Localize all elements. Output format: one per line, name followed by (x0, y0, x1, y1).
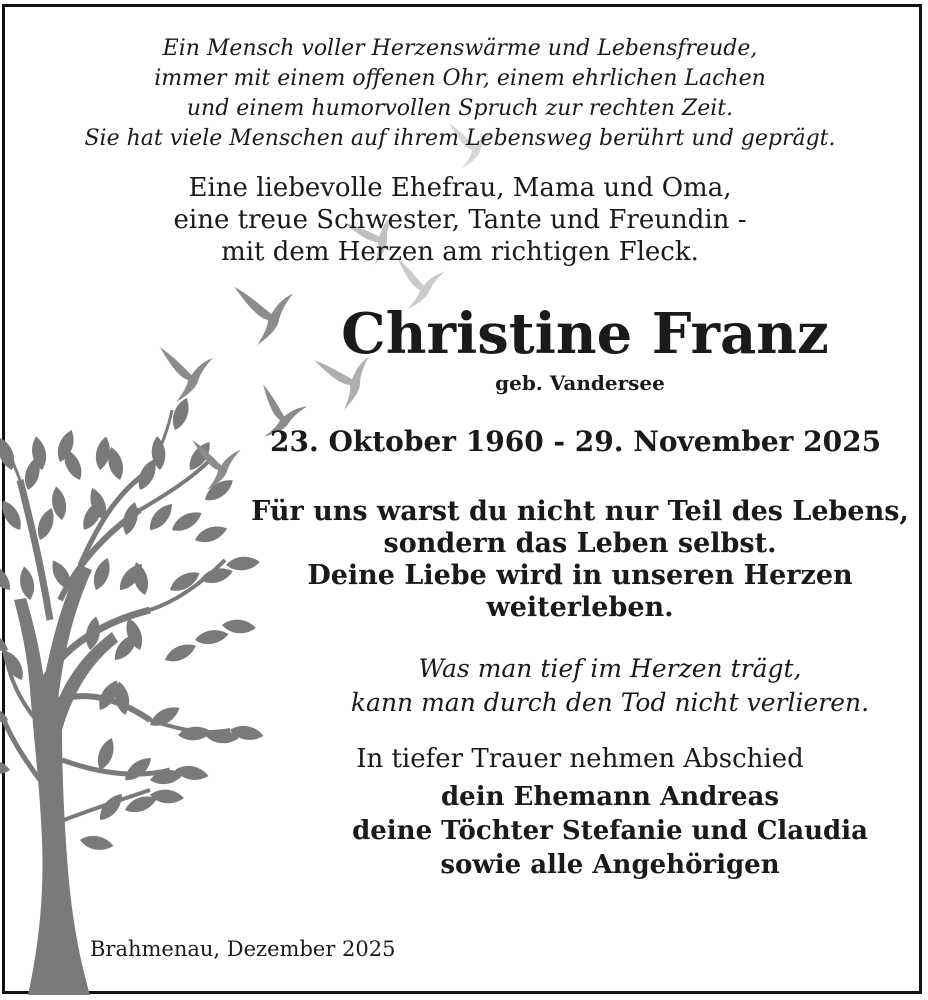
quote-line: Was man tief im Herzen trägt, (418, 654, 802, 683)
tribute-line: Für uns warst du nicht nur Teil des Lebens, (251, 496, 909, 527)
maiden-name: geb. Vandersee (495, 371, 665, 395)
mourning-intro: In tiefer Trauer nehmen Abschied (356, 744, 804, 774)
intro-line: immer mit einem offenen Ohr, einem ehrlichen Lachen (154, 66, 766, 91)
tribute-line: weiterleben. (486, 592, 674, 623)
tribute-line: Deine Liebe wird in unseren Herzen (307, 560, 853, 591)
mourners-list (320, 780, 900, 882)
quote-line: kann man durch den Tod nicht verlieren. (350, 688, 870, 717)
place-date: Brahmenau, Dezember 2025 (90, 937, 396, 961)
description-text (120, 172, 800, 268)
description-line: Eine liebevolle Ehefrau, Mama und Oma, (188, 173, 732, 203)
life-dates: 23. Oktober 1960 - 29. November 2025 (270, 425, 882, 458)
mourner-line: sowie alle Angehörigen (440, 850, 780, 880)
deceased-name: Christine Franz (341, 301, 829, 367)
tribute-line: sondern das Leben selbst. (383, 528, 777, 559)
mourner-line: dein Ehemann Andreas (440, 782, 779, 812)
description-line: eine treue Schwester, Tante und Freundin - (173, 205, 747, 235)
intro-line: und einem humorvollen Spruch zur rechten Zeit. (186, 96, 734, 121)
mourner-line: deine Töchter Stefanie und Claudia (352, 816, 868, 846)
tree-icon (0, 396, 265, 995)
intro-line: Ein Mensch voller Herzenswärme und Lebensfreude, (162, 36, 758, 61)
tribute-text (240, 496, 920, 624)
intro-line: Sie hat viele Menschen auf ihrem Lebensweg berührt und geprägt. (84, 126, 836, 151)
quote-text (320, 652, 900, 720)
intro-text (60, 34, 860, 154)
description-line: mit dem Herzen am richtigen Fleck. (221, 237, 699, 267)
